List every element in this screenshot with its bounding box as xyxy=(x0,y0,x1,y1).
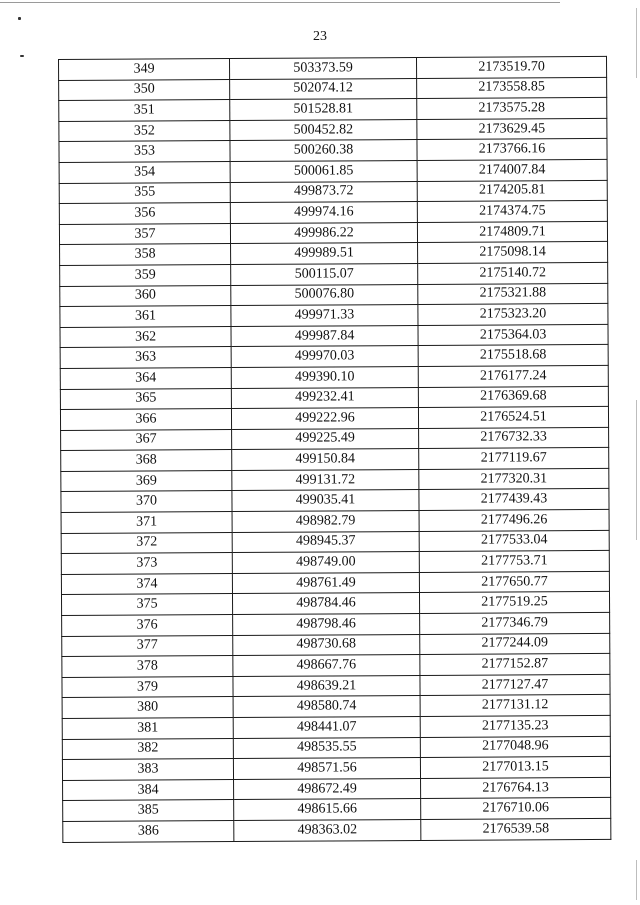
x-coordinate-cell: 498672.49 xyxy=(234,778,421,800)
y-coordinate-cell: 2177753.71 xyxy=(419,551,609,573)
y-coordinate-cell: 2176710.06 xyxy=(421,798,611,820)
point-number-cell: 352 xyxy=(59,120,230,142)
y-coordinate-cell: 2175323.20 xyxy=(418,304,608,326)
x-coordinate-cell: 498363.02 xyxy=(234,819,421,841)
y-coordinate-cell: 2177244.09 xyxy=(420,633,610,655)
y-coordinate-cell: 2174809.71 xyxy=(417,221,607,243)
page-number: 23 xyxy=(313,29,327,44)
point-number-cell: 368 xyxy=(61,450,232,472)
x-coordinate-cell: 498730.68 xyxy=(233,634,420,656)
y-coordinate-cell: 2177346.79 xyxy=(420,612,610,634)
x-coordinate-cell: 499873.72 xyxy=(230,181,417,203)
x-coordinate-cell: 498571.56 xyxy=(233,758,420,780)
y-coordinate-cell: 2174007.84 xyxy=(417,159,607,181)
coordinates-table xyxy=(58,56,611,843)
point-number-cell: 358 xyxy=(60,244,231,266)
point-number-cell: 366 xyxy=(60,409,231,431)
x-coordinate-cell: 499232.41 xyxy=(231,387,418,409)
x-coordinate-cell: 498982.79 xyxy=(232,511,419,533)
x-coordinate-cell: 498615.66 xyxy=(234,799,421,821)
y-coordinate-cell: 2173766.16 xyxy=(417,139,607,161)
x-coordinate-cell: 503373.59 xyxy=(230,57,417,79)
y-coordinate-cell: 2177135.23 xyxy=(420,715,610,737)
x-coordinate-cell: 499986.22 xyxy=(230,222,417,244)
point-number-cell: 360 xyxy=(60,285,231,307)
point-number-cell: 369 xyxy=(61,470,232,492)
scan-edge-line xyxy=(636,860,637,900)
x-coordinate-cell: 500260.38 xyxy=(230,140,417,162)
point-number-cell: 353 xyxy=(59,141,230,163)
x-coordinate-cell: 500076.80 xyxy=(231,284,418,306)
point-number-cell: 350 xyxy=(59,79,230,101)
x-coordinate-cell: 499035.41 xyxy=(232,490,419,512)
y-coordinate-cell: 2177519.25 xyxy=(419,592,609,614)
x-coordinate-cell: 499150.84 xyxy=(232,449,419,471)
y-coordinate-cell: 2177119.67 xyxy=(419,448,609,470)
y-coordinate-cell: 2174374.75 xyxy=(417,201,607,223)
point-number-cell: 361 xyxy=(60,306,231,328)
point-number-cell: 363 xyxy=(60,347,231,369)
y-coordinate-cell: 2173558.85 xyxy=(417,77,607,99)
y-coordinate-cell: 2177152.87 xyxy=(420,654,610,676)
y-coordinate-cell: 2175098.14 xyxy=(418,242,608,264)
y-coordinate-cell: 2177650.77 xyxy=(419,571,609,593)
y-coordinate-cell: 2177131.12 xyxy=(420,695,610,717)
y-coordinate-cell: 2175364.03 xyxy=(418,324,608,346)
y-coordinate-cell: 2175140.72 xyxy=(418,262,608,284)
x-coordinate-cell: 500061.85 xyxy=(230,160,417,182)
point-number-cell: 381 xyxy=(62,718,233,740)
x-coordinate-cell: 498749.00 xyxy=(232,552,419,574)
point-number-cell: 367 xyxy=(61,429,232,451)
point-number-cell: 357 xyxy=(59,223,230,245)
y-coordinate-cell: 2176369.68 xyxy=(418,386,608,408)
point-number-cell: 355 xyxy=(59,182,230,204)
y-coordinate-cell: 2176177.24 xyxy=(418,365,608,387)
coordinates-table-body xyxy=(59,56,611,842)
table-row xyxy=(63,818,611,842)
x-coordinate-cell: 498441.07 xyxy=(233,716,420,738)
point-number-cell: 384 xyxy=(63,779,234,801)
y-coordinate-cell: 2177496.26 xyxy=(419,509,609,531)
point-number-cell: 364 xyxy=(60,367,231,389)
x-coordinate-cell: 498580.74 xyxy=(233,696,420,718)
point-number-cell: 370 xyxy=(61,491,232,513)
point-number-cell: 356 xyxy=(59,203,230,225)
x-coordinate-cell: 499971.33 xyxy=(231,305,418,327)
point-number-cell: 382 xyxy=(62,738,233,760)
x-coordinate-cell: 498761.49 xyxy=(232,572,419,594)
y-coordinate-cell: 2174205.81 xyxy=(417,180,607,202)
x-coordinate-cell: 500115.07 xyxy=(231,263,418,285)
y-coordinate-cell: 2175518.68 xyxy=(418,345,608,367)
point-number-cell: 383 xyxy=(62,759,233,781)
point-number-cell: 376 xyxy=(62,615,233,637)
scan-top-rule xyxy=(0,2,560,3)
x-coordinate-cell: 498945.37 xyxy=(232,531,419,553)
y-coordinate-cell: 2176524.51 xyxy=(418,407,608,429)
y-coordinate-cell: 2177533.04 xyxy=(419,530,609,552)
x-coordinate-cell: 499974.16 xyxy=(230,202,417,224)
x-coordinate-cell: 499222.96 xyxy=(231,408,418,430)
y-coordinate-cell: 2173519.70 xyxy=(416,56,606,78)
x-coordinate-cell: 498535.55 xyxy=(233,737,420,759)
x-coordinate-cell: 502074.12 xyxy=(230,78,417,100)
y-coordinate-cell: 2175321.88 xyxy=(418,283,608,305)
x-coordinate-cell: 499225.49 xyxy=(232,428,419,450)
point-number-cell: 385 xyxy=(63,800,234,822)
point-number-cell: 362 xyxy=(60,326,231,348)
x-coordinate-cell: 498639.21 xyxy=(233,675,420,697)
x-coordinate-cell: 498784.46 xyxy=(232,593,419,615)
x-coordinate-cell: 499989.51 xyxy=(231,243,418,265)
x-coordinate-cell: 499131.72 xyxy=(232,469,419,491)
y-coordinate-cell: 2177320.31 xyxy=(419,468,609,490)
y-coordinate-cell: 2176732.33 xyxy=(419,427,609,449)
point-number-cell: 375 xyxy=(61,594,232,616)
point-number-cell: 377 xyxy=(62,635,233,657)
y-coordinate-cell: 2176764.13 xyxy=(421,777,611,799)
y-coordinate-cell: 2173575.28 xyxy=(417,98,607,120)
y-coordinate-cell: 2177013.15 xyxy=(420,757,610,779)
x-coordinate-cell: 498667.76 xyxy=(233,655,420,677)
y-coordinate-cell: 2177048.96 xyxy=(420,736,610,758)
point-number-cell: 386 xyxy=(63,820,234,842)
point-number-cell: 371 xyxy=(61,512,232,534)
point-number-cell: 379 xyxy=(62,676,233,698)
point-number-cell: 354 xyxy=(59,162,230,184)
point-number-cell: 372 xyxy=(61,532,232,554)
x-coordinate-cell: 499390.10 xyxy=(231,366,418,388)
y-coordinate-cell: 2176539.58 xyxy=(421,818,611,840)
point-number-cell: 365 xyxy=(60,388,231,410)
point-number-cell: 380 xyxy=(62,697,233,719)
scan-edge-line xyxy=(636,400,637,540)
x-coordinate-cell: 499987.84 xyxy=(231,325,418,347)
y-coordinate-cell: 2177439.43 xyxy=(419,489,609,511)
scan-speck xyxy=(20,55,24,57)
point-number-cell: 359 xyxy=(60,264,231,286)
x-coordinate-cell: 498798.46 xyxy=(233,614,420,636)
point-number-cell: 349 xyxy=(59,59,230,81)
point-number-cell: 378 xyxy=(62,656,233,678)
x-coordinate-cell: 501528.81 xyxy=(230,99,417,121)
point-number-cell: 351 xyxy=(59,100,230,122)
y-coordinate-cell: 2177127.47 xyxy=(420,674,610,696)
x-coordinate-cell: 500452.82 xyxy=(230,119,417,141)
point-number-cell: 373 xyxy=(61,553,232,575)
x-coordinate-cell: 499970.03 xyxy=(231,346,418,368)
scan-speck xyxy=(18,17,21,20)
y-coordinate-cell: 2173629.45 xyxy=(417,118,607,140)
point-number-cell: 374 xyxy=(61,573,232,595)
